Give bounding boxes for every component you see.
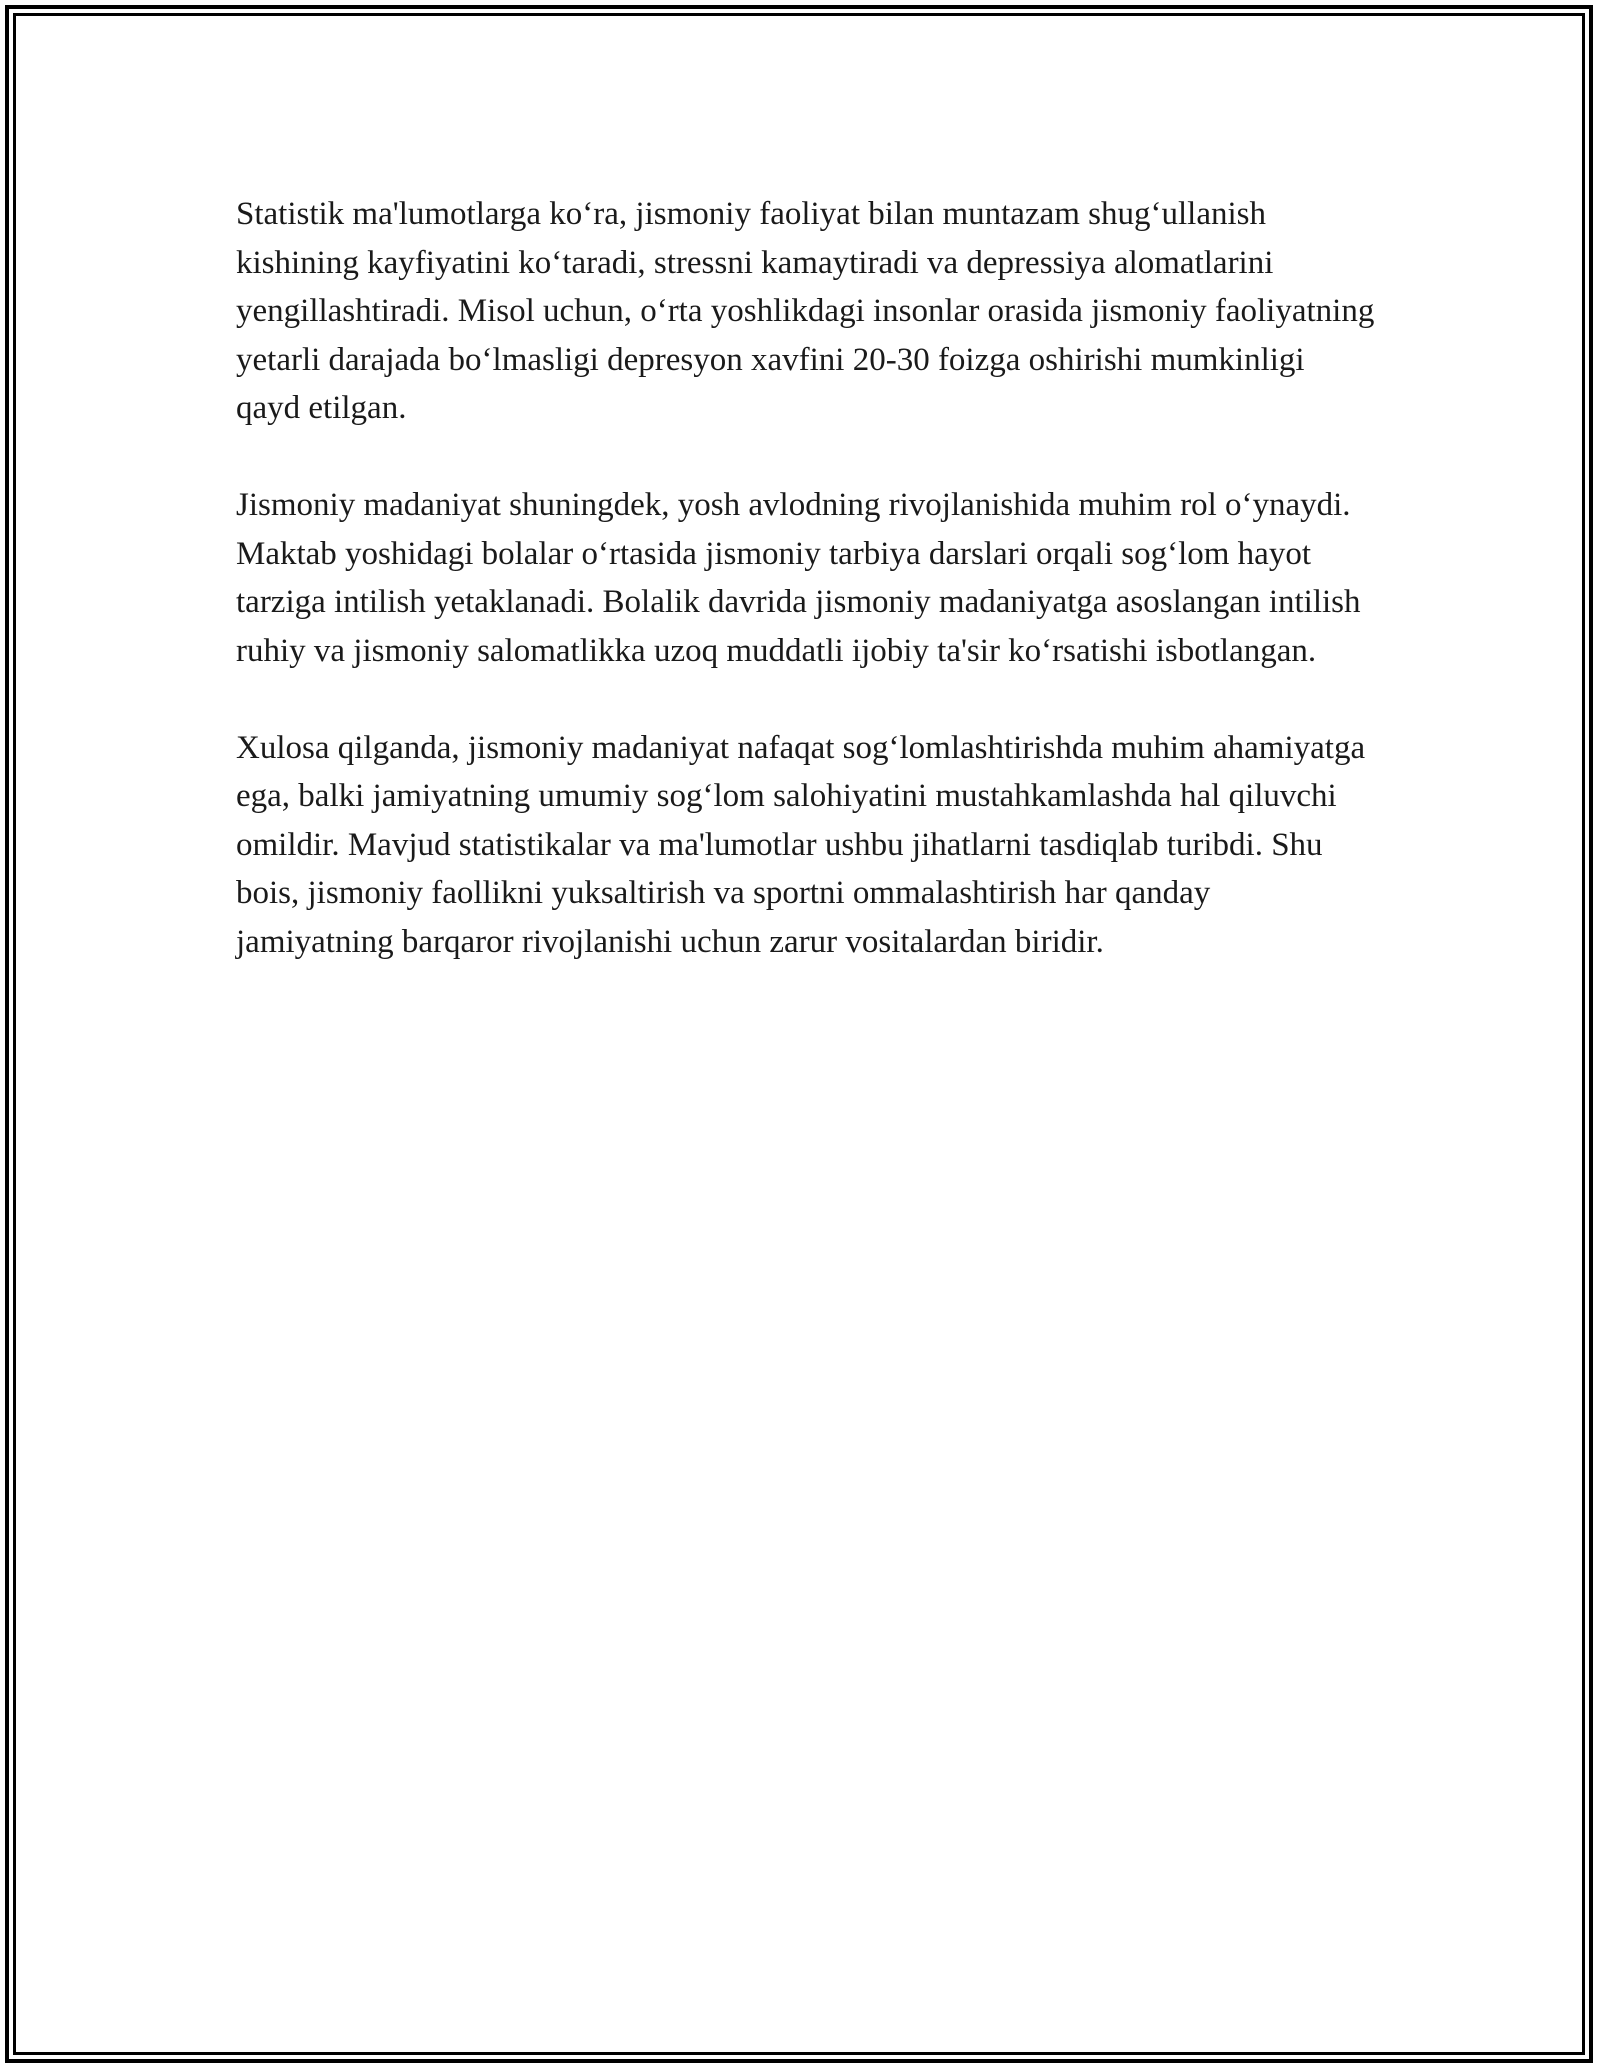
paragraph-youth-development: Jismoniy madaniyat shuningdek, yosh avlodning rivojlanishida muhim rol o‘ynaydi. Maktab yoshidagi bolalar o‘rtasida jismoniy tarbiya darslari orqali sog‘lom hayot tarziga intilish yetaklanadi. Bolalik davrida jismoniy madaniyatga asoslangan intilish ruhiy va jismoniy salomatlikka uzoq muddatli ijobiy ta'sir ko‘rsatishi isbotlangan. (236, 487, 1361, 669)
document-body (236, 190, 1376, 1015)
paragraph-statistics: Statistik ma'lumotlarga ko‘ra, jismoniy faoliyat bilan muntazam shug‘ullanish kishining kayfiyatini ko‘taradi, stressni kamaytiradi va depressiya alomatlarini yengillashtiradi. Misol uchun, o‘rta yoshlikdagi insonlar orasida jismoniy faoliyatning yetarli darajada bo‘lmasligi depresyon xavfini 20-30 foizga oshirishi mumkinligi qayd etilgan. (236, 196, 1375, 426)
paragraph-conclusion: Xulosa qilganda, jismoniy madaniyat nafaqat sog‘lomlashtirishda muhim ahamiyatga ega, balki jamiyatning umumiy sog‘lom salohiyatini mustahkamlashda hal qiluvchi omildir. Mavjud statistikalar va ma'lumotlar ushbu jihatlarni tasdiqlab turibdi. Shu bois, jismoniy faollikni yuksaltirish va sportni ommalashtirish har qanday jamiyatning barqaror rivojlanishi uchun zarur vositalardan biridir. (236, 729, 1366, 960)
